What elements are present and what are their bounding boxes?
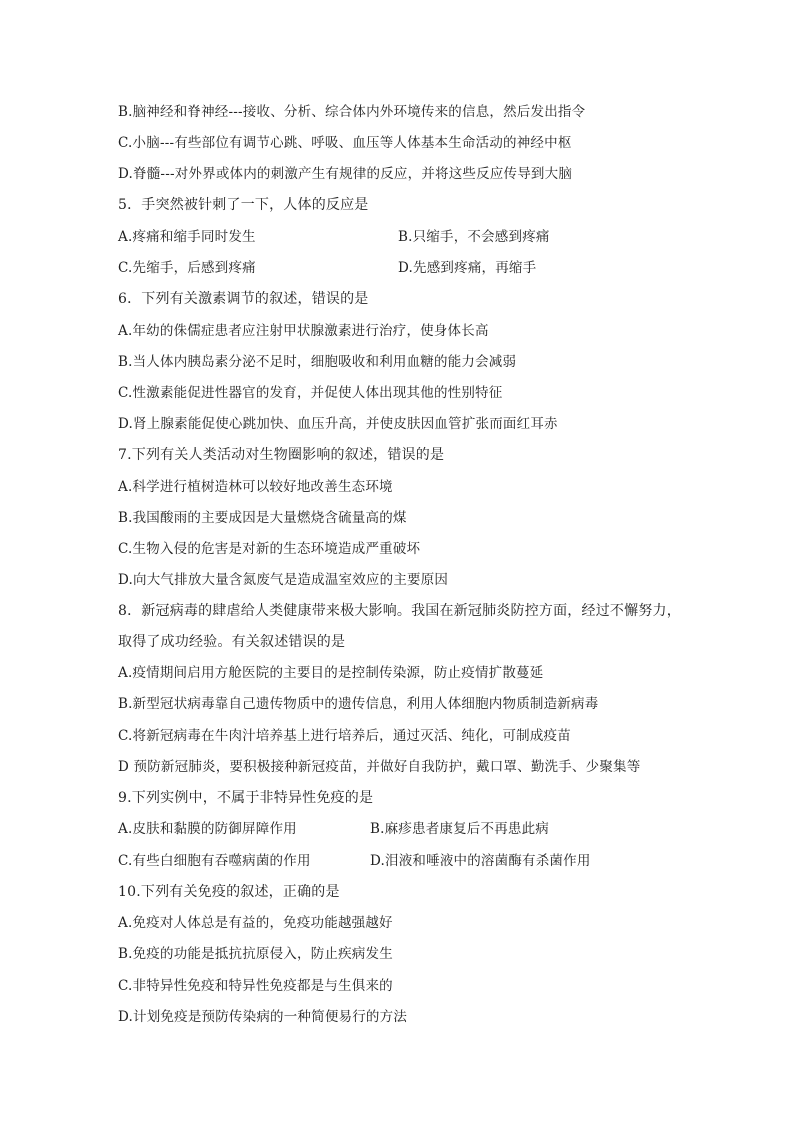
q10-option-d: D.计划免疫是预防传染病的一种简便易行的方法 [118, 1009, 408, 1025]
question-9: 9.下列实例中，不属于非特异性免疫的是 [118, 790, 374, 806]
question-6: 6．下列有关激素调节的叙述，错误的是 [118, 291, 369, 307]
q6-option-a: A.年幼的侏儒症患者应注射甲状腺激素进行治疗，使身体长高 [118, 323, 489, 339]
q7-option-a: A.科学进行植树造林可以较好地改善生态环境 [118, 479, 393, 495]
q8-option-b: B.新型冠状病毒靠自己遗传物质中的遗传信息，利用人体细胞内物质制造新病毒 [118, 696, 599, 712]
question-8: 8．新冠病毒的肆虐给人类健康带来极大影响。我国在新冠肺炎防控方面，经过不懈努力， [118, 603, 681, 619]
q5-option-b: B.只缩手，不会感到疼痛 [398, 229, 550, 245]
q9-option-d: D.泪液和唾液中的溶菌酶有杀菌作用 [370, 853, 591, 869]
option-c-text: C.小脑---有些部位有调节心跳、呼吸、血压等人体基本生命活动的神经中枢 [118, 135, 572, 151]
q10-option-b: B.免疫的功能是抵抗抗原侵入，防止疾病发生 [118, 946, 393, 962]
q7-option-d: D.向大气排放大量含氮废气是造成温室效应的主要原因 [118, 572, 449, 588]
q9-option-a: A.皮肤和黏膜的防御屏障作用 [118, 821, 297, 837]
q9-option-b: B.麻疹患者康复后不再患此病 [370, 821, 550, 837]
q7-option-b: B.我国酸雨的主要成因是大量燃烧含硫量高的煤 [118, 510, 407, 526]
option-b-text: B.脑神经和脊神经---接收、分析、综合体内外环境传来的信息，然后发出指令 [118, 104, 586, 120]
q8-option-d: D 预防新冠肺炎，要积极接种新冠疫苗，并做好自我防护，戴口罩、勤洗手、少聚集等 [118, 759, 641, 775]
question-5: 5．手突然被针刺了一下，人体的反应是 [118, 197, 369, 213]
question-10: 10.下列有关免疫的叙述，正确的是 [118, 884, 340, 900]
option-d-text: D.脊髓---对外界或体内的刺激产生有规律的反应，并将这些反应传导到大脑 [118, 166, 573, 182]
q8-option-a: A.疫情期间启用方舱医院的主要目的是控制传染源，防止疫情扩散蔓延 [118, 665, 544, 681]
question-7: 7.下列有关人类活动对生物圈影响的叙述，错误的是 [118, 447, 445, 463]
q9-option-c: C.有些白细胞有吞噬病菌的作用 [118, 853, 311, 869]
q5-option-a: A.疼痛和缩手同时发生 [118, 229, 256, 245]
q5-option-d: D.先感到疼痛，再缩手 [398, 260, 537, 276]
q10-option-c: C.非特异性免疫和特异性免疫都是与生俱来的 [118, 978, 393, 994]
q5-option-c: C.先缩手，后感到疼痛 [118, 260, 256, 276]
q8-option-c: C.将新冠病毒在牛肉汁培养基上进行培养后，通过灭活、纯化，可制成疫苗 [118, 728, 571, 744]
q7-option-c: C.生物入侵的危害是对新的生态环境造成严重破坏 [118, 541, 421, 557]
q6-option-b: B.当人体内胰岛素分泌不足时，细胞吸收和利用血糖的能力会减弱 [118, 354, 517, 370]
q6-option-c: C.性激素能促进性器官的发育，并促使人体出现其他的性别特征 [118, 385, 503, 401]
q10-option-a: A.免疫对人体总是有益的，免疫功能越强越好 [118, 915, 393, 931]
q6-option-d: D.肾上腺素能促使心跳加快、血压升高，并使皮肤因血管扩张而面红耳赤 [118, 416, 558, 432]
question-8-continued: 取得了成功经验。有关叙述错误的是 [118, 634, 346, 650]
